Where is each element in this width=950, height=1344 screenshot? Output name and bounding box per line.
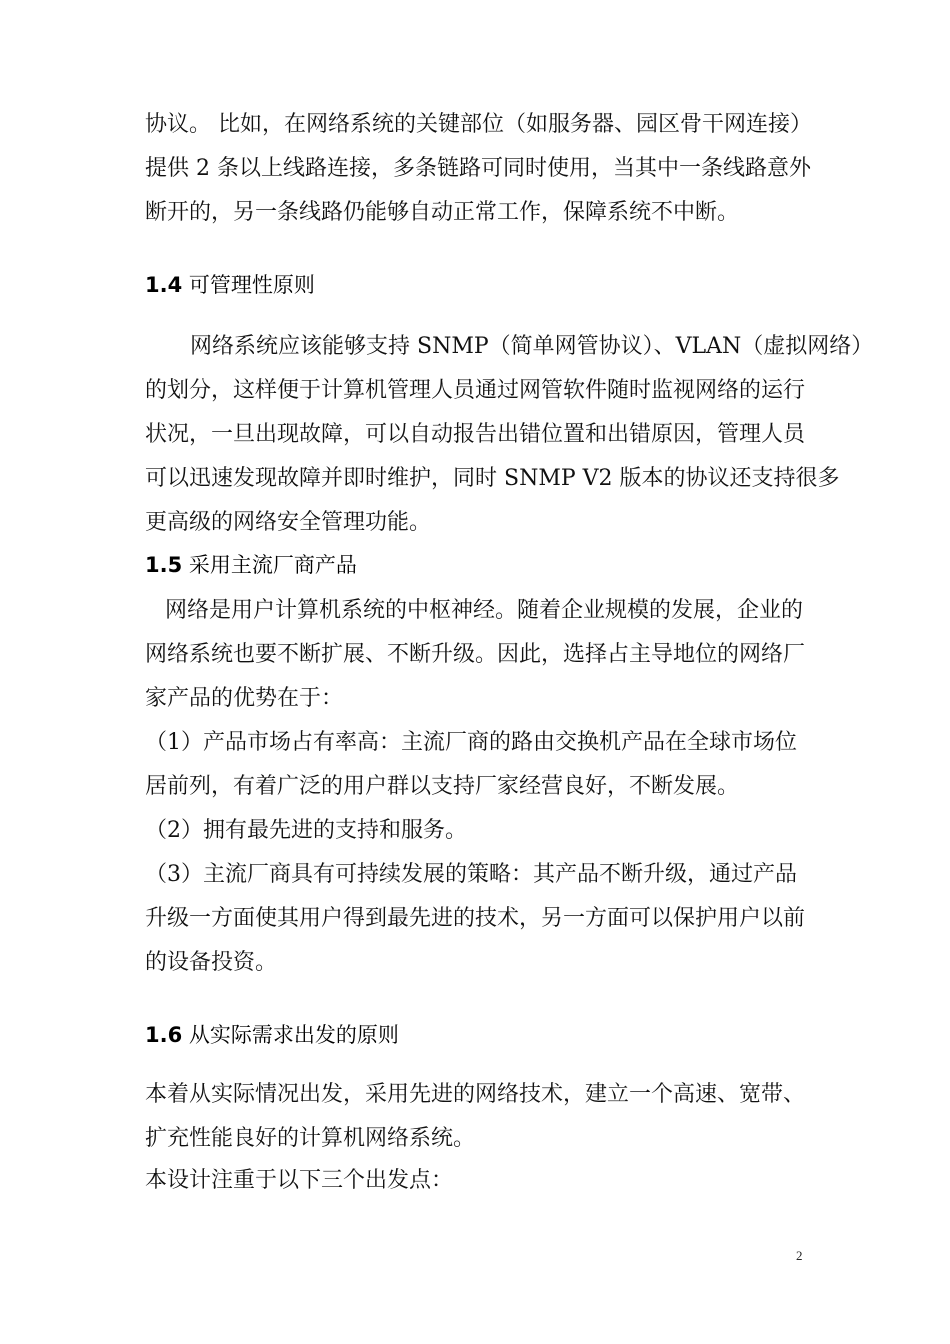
page-number: 2 (796, 1248, 803, 1263)
list-item: （3）主流厂商具有可持续发展的策略：其产品不断升级，通过产品 (145, 862, 797, 887)
paragraph-line: 本着从实际情况出发，采用先进的网络技术，建立一个高速、宽带、 (145, 1082, 806, 1107)
paragraph-line: 断开的，另一条线路仍能够自动正常工作，保障系统不中断。 (145, 200, 740, 225)
paragraph-line: 更高级的网络安全管理功能。 (145, 510, 432, 535)
paragraph-line: 的划分，这样便于计算机管理人员通过网管软件随时监视网络的运行 (145, 378, 806, 403)
section-heading-1-4 (145, 270, 315, 300)
list-item: （2）拥有最先进的支持和服务。 (145, 818, 467, 843)
paragraph-line: 本设计注重于以下三个出发点： (145, 1168, 454, 1193)
paragraph-line: 网络是用户计算机系统的中枢神经。随着企业规模的发展，企业的 (165, 598, 804, 623)
paragraph-line: 家产品的优势在于： (145, 686, 344, 711)
paragraph-line: 升级一方面使其用户得到最先进的技术，另一方面可以保护用户以前 (145, 906, 806, 931)
section-heading-1-6 (145, 1020, 399, 1050)
section-number: 1.6 (145, 1023, 183, 1047)
section-title: 可管理性原则 (188, 273, 315, 297)
paragraph-line: 的设备投资。 (145, 950, 278, 975)
section-number: 1.4 (145, 273, 183, 297)
paragraph-line: 协议。 比如，在网络系统的关键部位（如服务器、园区骨干网连接） (145, 112, 812, 137)
section-title: 从实际需求出发的原则 (188, 1023, 399, 1047)
paragraph-line: 居前列，有着广泛的用户群以支持厂家经营良好，不断发展。 (145, 774, 740, 799)
paragraph-line: 状况，一旦出现故障，可以自动报告出错位置和出错原因，管理人员 (145, 422, 806, 447)
paragraph-line: 扩充性能良好的计算机网络系统。 (145, 1126, 476, 1151)
paragraph-line: 可以迅速发现故障并即时维护，同时 SNMP V2 版本的协议还支持很多 (145, 466, 840, 491)
paragraph-line: 提供 2 条以上线路连接，多条链路可同时使用，当其中一条线路意外 (145, 156, 811, 181)
paragraph-line: 网络系统也要不断扩展、不断升级。因此，选择占主导地位的网络厂 (145, 642, 806, 667)
section-heading-1-5 (145, 550, 357, 580)
paragraph-line: 网络系统应该能够支持 SNMP（简单网管协议）、VLAN（虚拟网络） (190, 334, 874, 359)
section-number: 1.5 (145, 553, 183, 577)
section-title: 采用主流厂商产品 (188, 553, 357, 577)
list-item: （1）产品市场占有率高：主流厂商的路由交换机产品在全球市场位 (145, 730, 797, 755)
